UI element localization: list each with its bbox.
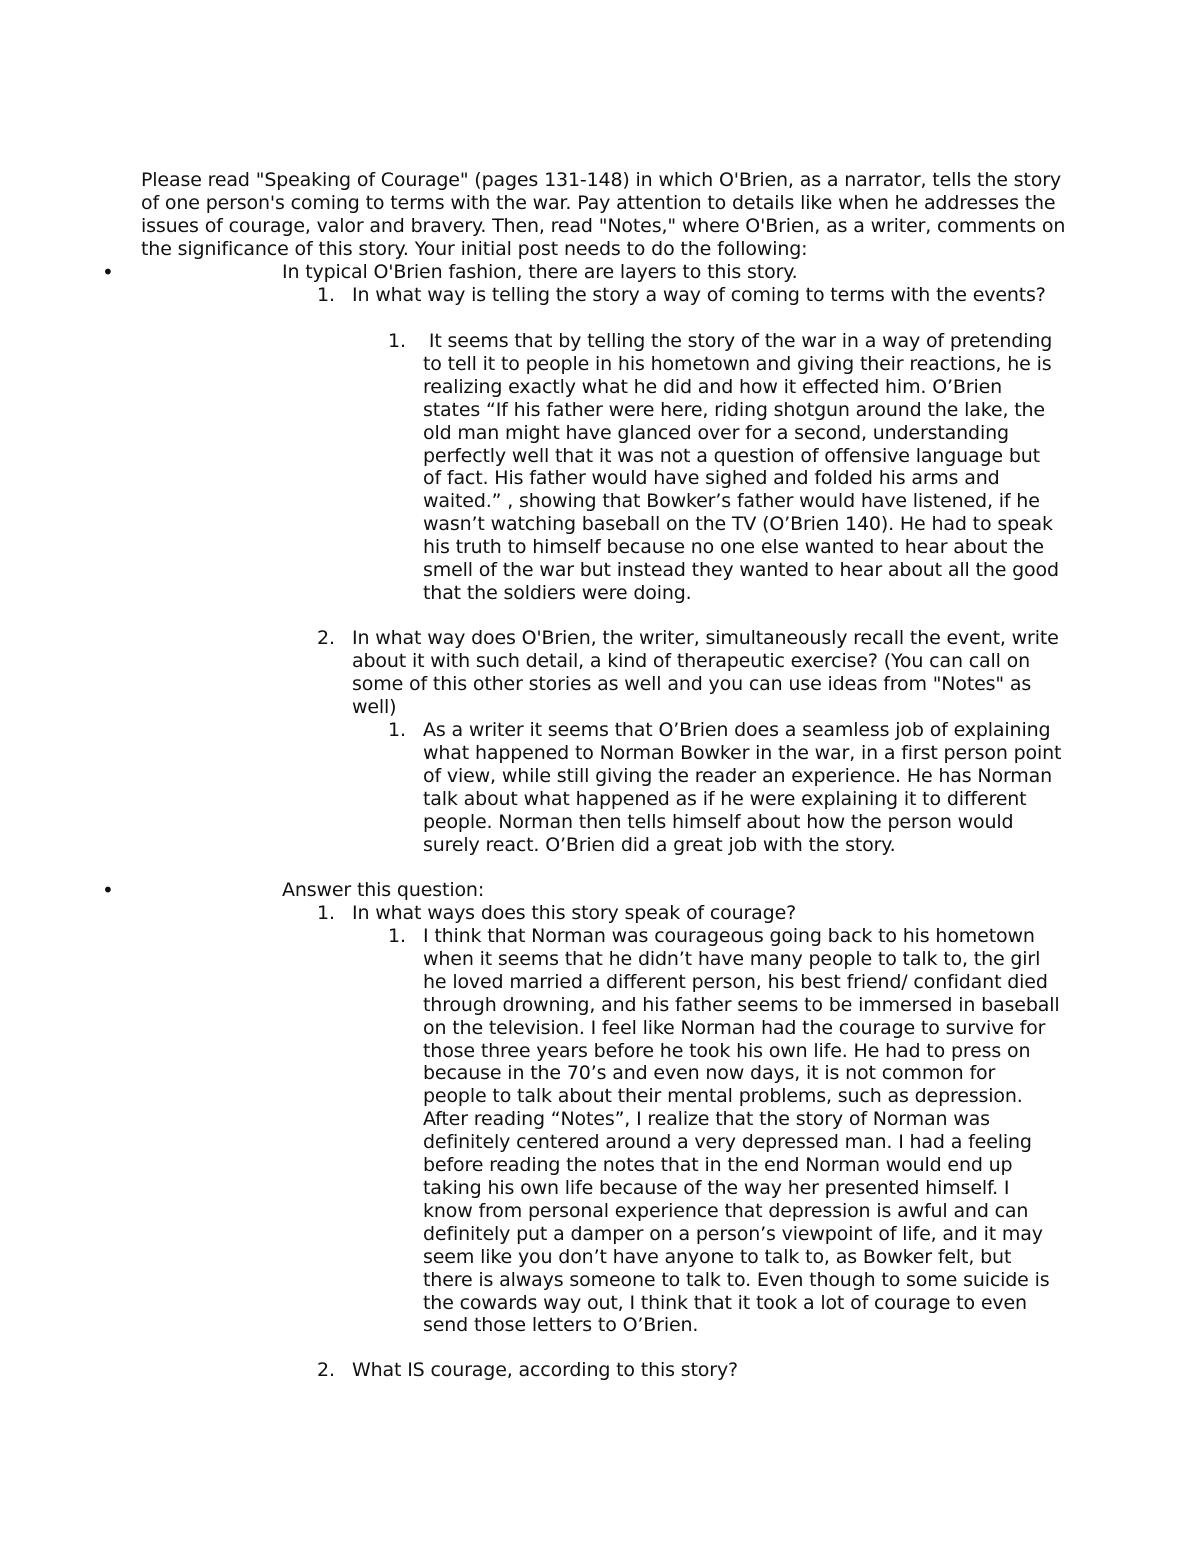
list-number: 1. bbox=[317, 284, 335, 306]
answer-number: 1. bbox=[388, 719, 406, 741]
answer-text: It seems that by telling the story of the war in a way of pretending to tell it to people in his hometown and giving their reactions, he is realizing exactly what he did and how it effected him. O’Brien states “If his father were here, riding shotgun around the lake, the old man might have glanced over for a second, understanding perfectly well that it was not a question of offensive language but of fact. His father would have sighed and folded his arms and waited.” , showing that Bowker’s father would have listened, if he wasn’t watching baseball on the TV (O’Brien 140). He had to speak his truth to himself because no one else wanted to hear about the smell of the war but instead they wanted to hear about all the good that the soldiers were doing. bbox=[423, 330, 1065, 604]
question-text: In what ways does this story speak of courage? bbox=[352, 902, 797, 924]
bullet-marker: • bbox=[102, 260, 114, 284]
bullet-text: In typical O'Brien fashion, there are layers to this story. bbox=[282, 261, 798, 283]
answer-number: 1. bbox=[388, 925, 406, 947]
list-number: 1. bbox=[317, 902, 335, 924]
bullet-text: Answer this question: bbox=[282, 879, 485, 901]
question-text: In what way is telling the story a way of coming to terms with the events? bbox=[352, 284, 1046, 306]
intro-paragraph: Please read "Speaking of Courage" (pages 131-148) in which O'Brien, as a narrator, tells the story of one person's coming to terms with the war. Pay attention to details like when he addresses the issues of courage, valor and bravery. Then, read "Notes," where O'Brien, as a writer, comments on the significance of this story. Your initial post needs to do the following: bbox=[141, 169, 1066, 260]
answer-number: 1. bbox=[388, 330, 406, 352]
bullet-marker: • bbox=[102, 878, 114, 902]
question-text: In what way does O'Brien, the writer, simultaneously recall the event, write about it with such detail, a kind of therapeutic exercise? (You can call on some of this other stories as well and you can use ideas from "Notes" as well) bbox=[352, 627, 1059, 718]
list-number: 2. bbox=[317, 627, 335, 649]
question-text: What IS courage, according to this story? bbox=[352, 1359, 738, 1381]
list-number: 2. bbox=[317, 1359, 335, 1381]
answer-text: As a writer it seems that O’Brien does a seamless job of explaining what happened to Norman Bowker in the war, in a first person point of view, while still giving the reader an experience. He has Norman talk about what happened as if he were explaining it to different people. Norman then tells himself about how the person would surely react. O’Brien did a great job with the story. bbox=[423, 719, 1062, 856]
answer-text: I think that Norman was courageous going back to his hometown when it seems that he didn’t have many people to talk to, the girl he loved married a different person, his best friend/ confidant died through drowning, and his father seems to be immersed in baseball on the television. I feel like Norman had the courage to survive for those three years before he took his own life. He had to press on because in the 70’s and even now days, it is not common for people to talk about their mental problems, such as depression. After reading “Notes”, I realize that the story of Norman was definitely centered around a very depressed man. I had a feeling before reading the notes that in the end Norman would end up taking his own life because of the way her presented himself. I know from personal experience that depression is awful and can definitely put a damper on a person’s viewpoint of life, and it may seem like you don’t have anyone to talk to, as Bowker felt, but there is always someone to talk to. Even though to some suicide is the cowards way out, I think that it took a lot of courage to even send those letters to O’Brien. bbox=[423, 925, 1060, 1337]
